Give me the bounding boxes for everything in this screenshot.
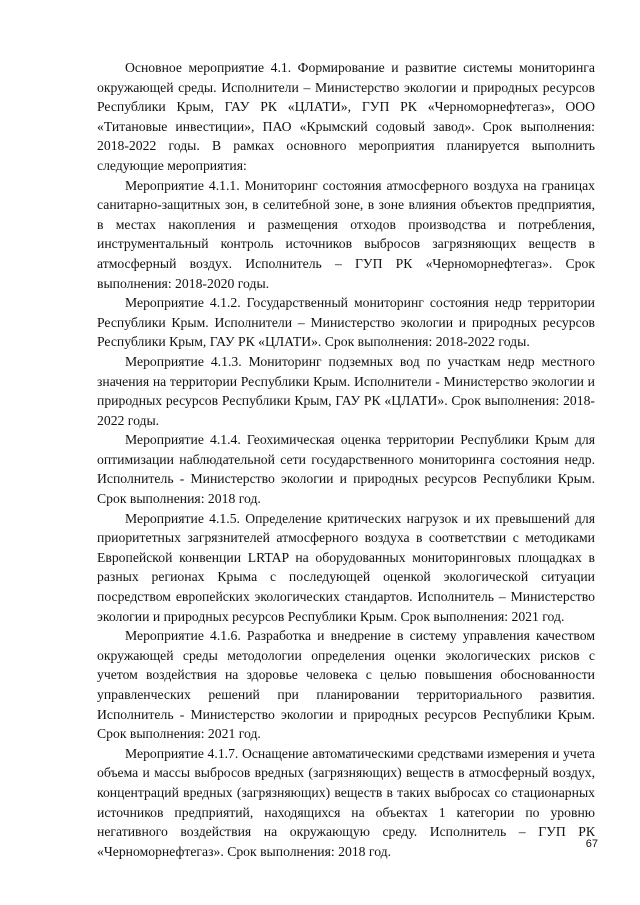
document-body — [97, 58, 595, 861]
paragraph-activity-4-1-2: Мероприятие 4.1.2. Государственный мониторинг состояния недр территории Республики Крым. Исполнители – Министерство экологии и природных ресурсов Республики Крым, ГАУ РК «ЦЛАТИ». Срок выполнения: 2018-2022 годы. — [97, 295, 595, 350]
paragraph-activity-4-1-6: Мероприятие 4.1.6. Разработка и внедрение в систему управления качеством окружающей среды методологии определения оценки экологических рисков с учетом воздействия на здоровье человека с целью повышения обоснованности управленческих решений при планировании территориального развития. Исполнитель - Министерство экологии и природных ресурсов Республики Крым. Срок выполнения: 2021 год. — [97, 628, 595, 742]
paragraph-activity-4-1-4: Мероприятие 4.1.4. Геохимическая оценка территории Республики Крым для оптимизации наблюдательной сети государственного мониторинга состояния недр. Исполнитель - Министерство экологии и природных ресурсов Республики Крым. Срок выполнения: 2018 год. — [97, 432, 595, 507]
paragraph-activity-4-1-1: Мероприятие 4.1.1. Мониторинг состояния атмосферного воздуха на границах санитарно-защитных зон, в селитебной зоне, в зоне влияния объектов предприятия, в местах накопления и размещения отходов производства и потребления, инструментальный контроль источников выбросов загрязняющих веществ в атмосферный воздух. Исполнитель – ГУП РК «Черноморнефтегаз». Срок выполнения: 2018-2020 годы. — [97, 177, 595, 291]
paragraph-activity-4-1-3: Мероприятие 4.1.3. Мониторинг подземных вод по участкам недр местного значения на территории Республики Крым. Исполнители - Министерство экологии и природных ресурсов Республики Крым, ГАУ РК «ЦЛАТИ». Срок выполнения: 2018-2022 годы. — [97, 353, 595, 428]
paragraph-activity-4-1-7: Мероприятие 4.1.7. Оснащение автоматическими средствами измерения и учета объема и массы выбросов вредных (загрязняющих) веществ в атмосферный воздух, концентраций вредных (загрязняющих) веществ в таких выбросах со стационарных источников предприятий, находящихся на объектах 1 категории по уровню негативного воздействия на окружающую среду. Исполнитель – ГУП РК «Черноморнефтегаз». Срок выполнения: 2018 год. — [97, 745, 595, 859]
paragraph-main-activity-4-1: Основное мероприятие 4.1. Формирование и развитие системы мониторинга окружающей среды. Исполнители – Министерство экологии и природных ресурсов Республики Крым, ГАУ РК «ЦЛАТИ», ГУП РК «Черноморнефтегаз», ООО «Титановые инвестиции», ПАО «Крымский содовый завод». Срок выполнения: 2018-2022 годы. В рамках основного мероприятия планируется выполнить следующие мероприятия: — [97, 60, 595, 173]
page-number: 67 — [585, 838, 598, 850]
paragraph-activity-4-1-5: Мероприятие 4.1.5. Определение критических нагрузок и их превышений для приоритетных загрязнителей атмосферного воздуха в соответствии с методиками Европейской конвенции LRTAP на оборудованных мониторинговых площадках в разных регионах Крыма с последующей оценкой экологической ситуации посредством европейских экологических стандартов. Исполнитель – Министерство экологии и природных ресурсов Республики Крым. Срок выполнения: 2021 год. — [97, 510, 595, 624]
